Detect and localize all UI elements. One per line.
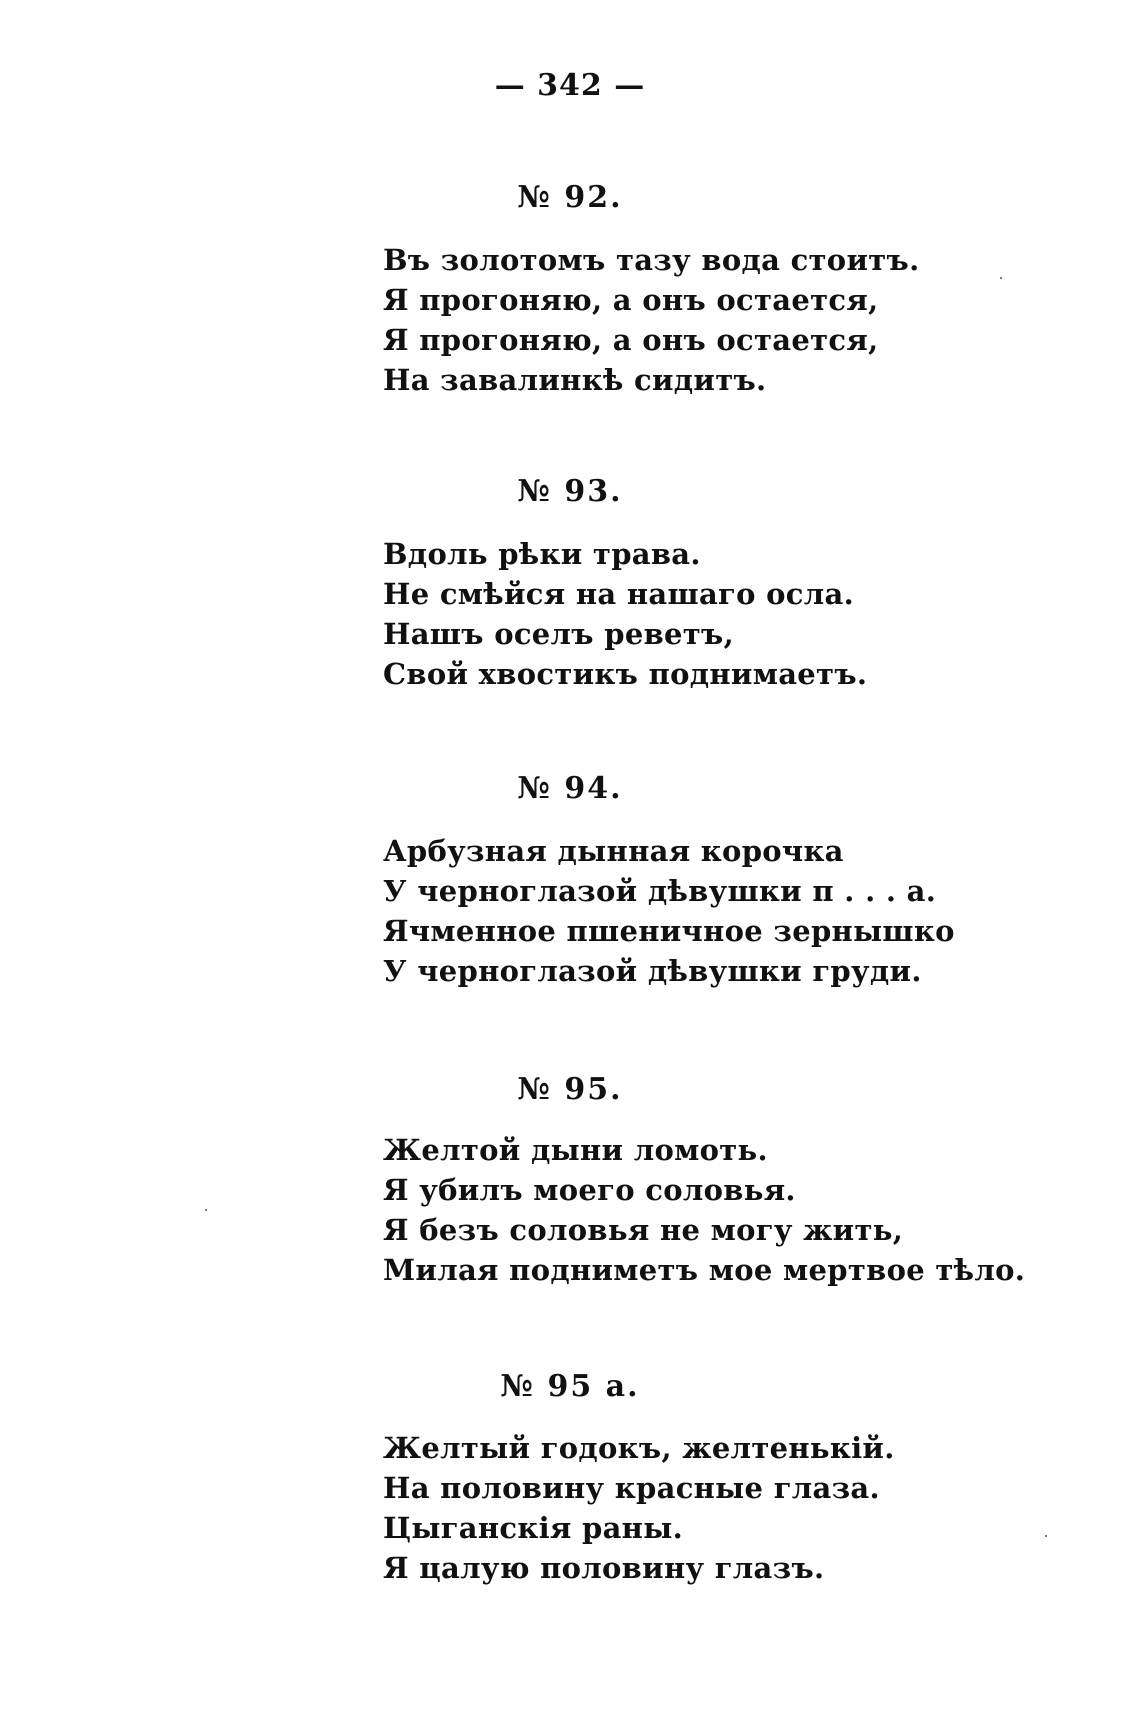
poem-line: Свой хвостикъ поднимаетъ.: [383, 657, 868, 691]
poem-line: Милая подниметъ мое мертвое тѣло.: [383, 1253, 1026, 1287]
poem-95-lines: [383, 1130, 1025, 1290]
poem-line: Я прогоняю, а онъ остается,: [383, 323, 879, 357]
poem-heading-95: № 95.: [517, 1072, 623, 1107]
poem-line: Вдоль рѣки трава.: [383, 537, 701, 571]
poem-line: Я цалую половину глазъ.: [383, 1551, 825, 1585]
scan-speck: [1000, 277, 1002, 279]
poem-95a-lines: [383, 1428, 895, 1588]
poem-line: Нашъ оселъ реветъ,: [383, 617, 734, 651]
poem-line: Ячменное пшеничное зернышко: [383, 914, 955, 948]
poem-heading-95a: № 95 а.: [500, 1369, 640, 1404]
poem-line: Въ золотомъ тазу вода стоитъ.: [383, 243, 920, 277]
scan-speck: [205, 1209, 207, 1211]
poem-line: Я безъ соловья не могу жить,: [383, 1213, 904, 1247]
poem-line: Желтой дыни ломоть.: [383, 1133, 768, 1167]
poem-93-lines: [383, 534, 867, 694]
poem-line: Я прогоняю, а онъ остается,: [383, 283, 879, 317]
poem-92-lines: [383, 240, 919, 400]
poem-line: На завалинкѣ сидитъ.: [383, 363, 767, 397]
poem-94-lines: [383, 831, 955, 991]
page-number: — 342 —: [494, 68, 646, 103]
poem-line: На половину красные глаза.: [383, 1471, 880, 1505]
poem-line: Цыганскія раны.: [383, 1511, 683, 1545]
poem-heading-93: № 93.: [517, 474, 623, 509]
poem-line: У черноглазой дѣвушки груди.: [383, 954, 922, 988]
poem-line: У черноглазой дѣвушки п . . . а.: [383, 874, 937, 908]
poem-heading-92: № 92.: [517, 180, 623, 215]
poem-line: Не смѣйся на нашаго осла.: [383, 577, 855, 611]
poem-heading-94: № 94.: [517, 771, 623, 806]
poem-line: Я убилъ моего соловья.: [383, 1173, 796, 1207]
poem-line: Арбузная дынная корочка: [383, 834, 844, 868]
scan-speck: [1045, 1535, 1047, 1537]
poem-line: Желтый годокъ, желтенькій.: [383, 1431, 895, 1465]
